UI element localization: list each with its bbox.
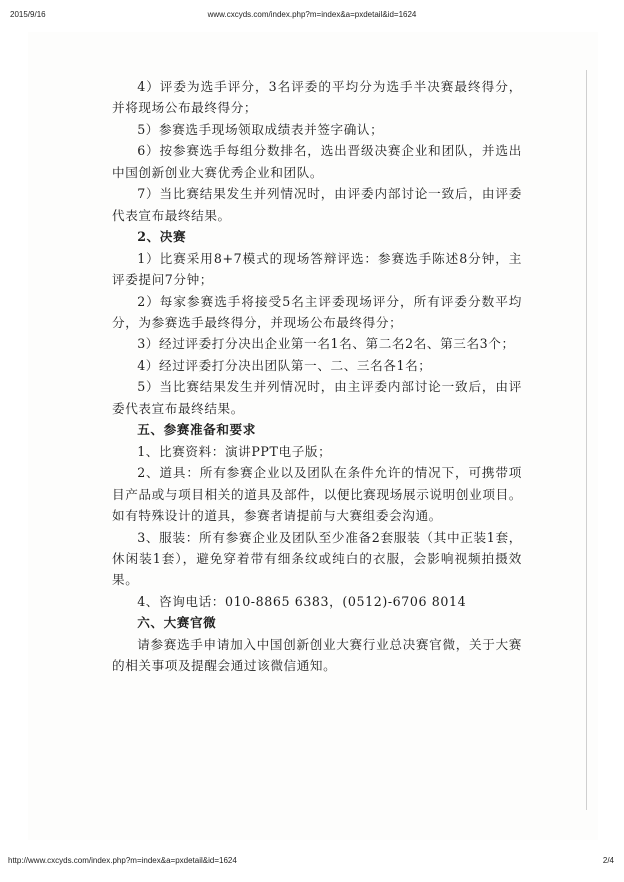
- document-paragraph: 3）经过评委打分决出企业第一名1名、第二名2名、第三名3个；: [137, 336, 515, 352]
- section-heading: 六、大赛官微: [137, 615, 217, 631]
- document-body: [112, 76, 522, 677]
- document-paragraph: 4）评委为选手评分，3名评委的平均分为选手半决赛最终得分，并将现场公布最终得分；: [112, 79, 522, 116]
- document-paragraph: 请参赛选手申请加入中国创新创业大赛行业总决赛官微，关于大赛的相关事项及提醒会通过该微信通知。: [112, 636, 522, 674]
- document-paragraph: 5）当比赛结果发生并列情况时，由主评委内部讨论一致后，由评委代表宣布最终结果。: [112, 379, 522, 416]
- document-paragraph: 2、道具：所有参赛企业以及团队在条件允许的情况下，可携带项目产品或与项目相关的道具及部件，以便比赛现场展示说明创业项目。如有特殊设计的道具，参赛者请提前与大赛组委会沟通。: [112, 465, 522, 524]
- print-footer-url: http://www.cxcyds.com/index.php?m=index&a=pxdetail&id=1624: [8, 856, 237, 865]
- scan-page-edge: [586, 70, 587, 810]
- page-number: 2/4: [602, 856, 614, 865]
- section-heading: 2、决赛: [137, 229, 187, 245]
- document-paragraph: 1、比赛资料：演讲PPT电子版；: [137, 443, 332, 459]
- document-paragraph: 7）当比赛结果发生并列情况时，由评委内部讨论一致后，由评委代表宣布最终结果。: [112, 186, 522, 223]
- document-paragraph: 6）按参赛选手每组分数排名，选出晋级决赛企业和团队，并选出中国创新创业大赛优秀企业和团队。: [112, 143, 522, 180]
- document-paragraph: 4）经过评委打分决出团队第一、二、三名各1名；: [137, 357, 432, 373]
- section-heading: 五、参赛准备和要求: [137, 422, 256, 438]
- document-paragraph: 1）比赛采用8+7模式的现场答辩评选：参赛选手陈述8分钟，主评委提问7分钟；: [112, 250, 522, 288]
- document-paragraph: 3、服装：所有参赛企业及团队至少准备2套服装（其中正装1套，休闲装1套），避免穿着带有细条纹或纯白的衣服，会影响视频拍摄效果。: [112, 529, 522, 588]
- document-paragraph: 4、咨询电话：010-8865 6383，(0512)-6706 8014: [137, 593, 467, 609]
- print-header-url: www.cxcyds.com/index.php?m=index&a=pxdetail&id=1624: [207, 10, 417, 19]
- document-paragraph: 2）每家参赛选手将接受5名主评委现场评分，所有评委分数平均分，为参赛选手最终得分，并现场公布最终得分；: [112, 293, 522, 330]
- document-paragraph: 5）参赛选手现场领取成绩表并签字确认；: [137, 121, 384, 137]
- print-date: 2015/9/16: [10, 10, 46, 19]
